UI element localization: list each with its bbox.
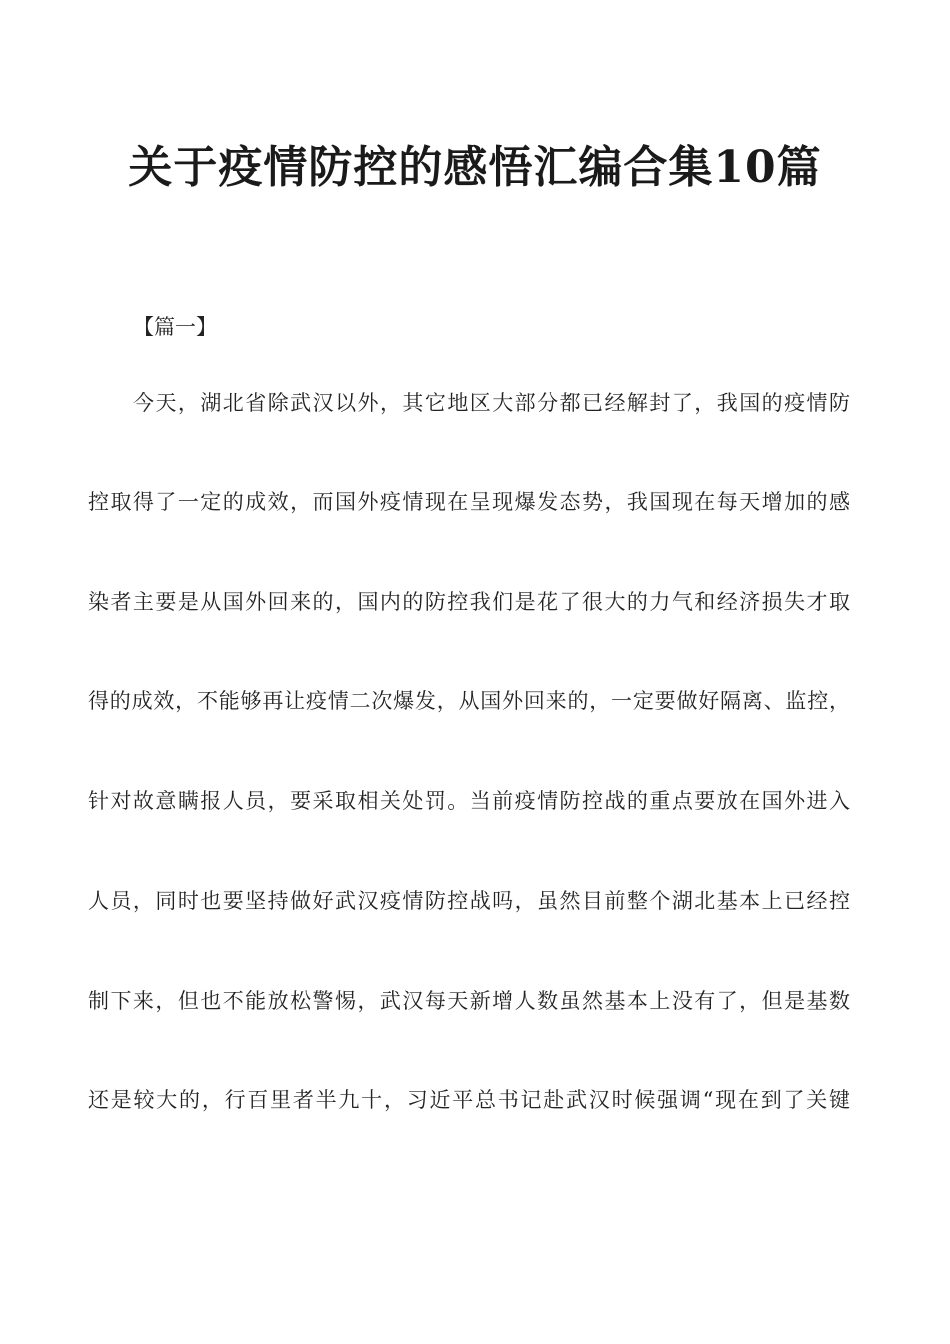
- section-heading: 【篇一】: [133, 315, 217, 339]
- paragraph-line: 得的成效，不能够再让疫情二次爆发，从国外回来的，一定要做好隔离、监控，: [88, 689, 850, 713]
- paragraph-line: 制下来，但也不能放松警惕，武汉每天新增人数虽然基本上没有了，但是基数: [88, 989, 850, 1013]
- paragraph-line: 今天，湖北省除武汉以外，其它地区大部分都已经解封了，我国的疫情防: [133, 391, 850, 415]
- paragraph-line: 控取得了一定的成效，而国外疫情现在呈现爆发态势，我国现在每天增加的感: [88, 490, 850, 514]
- paragraph-line: 还是较大的，行百里者半九十，习近平总书记赴武汉时候强调“现在到了关键: [88, 1088, 850, 1112]
- paragraph-line: 针对故意瞒报人员，要采取相关处罚。当前疫情防控战的重点要放在国外进入: [88, 789, 850, 813]
- paragraph-line: 人员，同时也要坚持做好武汉疫情防控战吗，虽然目前整个湖北基本上已经控: [88, 889, 850, 913]
- paragraph-line: 染者主要是从国外回来的，国内的防控我们是花了很大的力气和经济损失才取: [88, 590, 850, 614]
- document-title: 关于疫情防控的感悟汇编合集10篇: [128, 142, 822, 193]
